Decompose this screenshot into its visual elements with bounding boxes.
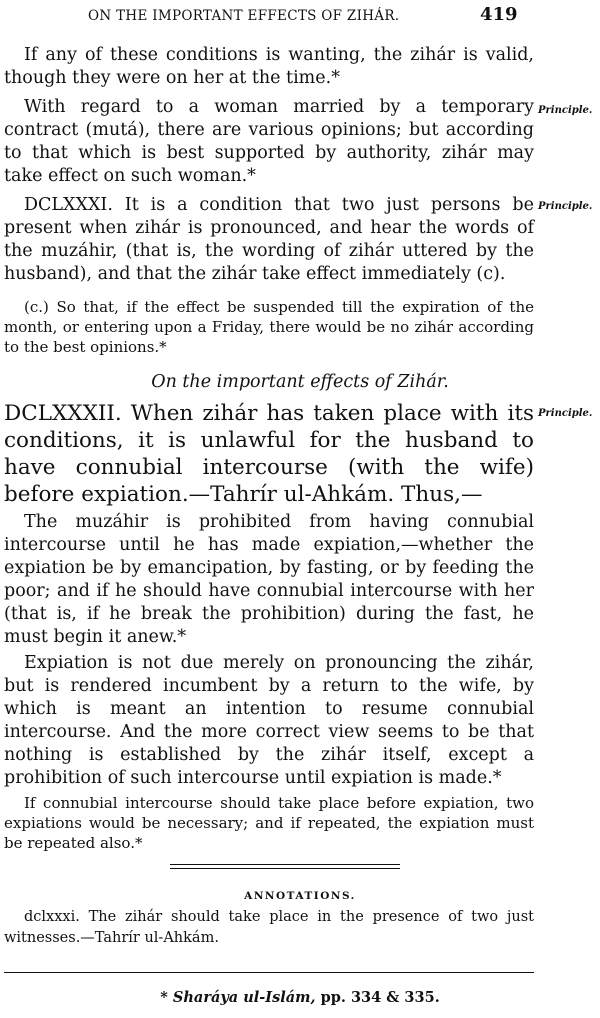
margin-note-principle-1: Principle. bbox=[538, 105, 593, 116]
footnote-pages: pp. 334 & 335. bbox=[320, 989, 440, 1006]
paragraph-before-expiation: If connubial intercourse should take place before expiation, two expiations would be necessary; and if repeated, the expiation must be repeated also.* bbox=[4, 794, 534, 852]
footnote-rule bbox=[4, 972, 534, 973]
paragraph-dclxxxii: DCLXXXII. When zihár has taken place with its conditions, it is unlawful for the husband to have connubial intercourse (with the wife) before expiation.—Tahrír ul-Ahkám. Thus,— bbox=[4, 401, 534, 507]
paragraph-conditions-wanting: If any of these conditions is wanting, the zihár is valid, though they were on her at the time.* bbox=[4, 45, 534, 88]
page-number: 419 bbox=[480, 4, 518, 25]
margin-note-principle-2: Principle. bbox=[538, 201, 593, 212]
footnote bbox=[0, 989, 600, 1006]
double-rule-bottom bbox=[170, 868, 400, 869]
footnote-source: Sharáya ul-Islám, bbox=[172, 989, 316, 1006]
paragraph-expiation-not-due: Expiation is not due merely on pronouncing the zihár, but is rendered incumbent by a return to the wife, by which is meant an intention to resume connubial intercourse. And the more correct view seems to be that nothing is established by the zihár itself, except a prohibition of such intercourse until expiation is made.* bbox=[4, 653, 534, 788]
paragraph-note-c: (c.) So that, if the effect be suspended till the expiration of the month, or entering upon a Friday, there would be no zihár according to the best opinions.* bbox=[4, 298, 534, 356]
margin-note-principle-3: Principle. bbox=[538, 408, 593, 419]
paragraph-temporary-contract: With regard to a woman married by a temporary contract (mutá), there are various opinions; but according to that which is best supported by authority, zihár may take effect on such woman.* bbox=[4, 97, 534, 186]
footnote-marker: * bbox=[160, 989, 168, 1006]
page-header bbox=[0, 4, 600, 26]
section-heading: On the important effects of Zihár. bbox=[151, 372, 449, 392]
paragraph-muzahir-prohibited: The muzáhir is prohibited from having connubial intercourse until he has made expiation,—whether the expiation be by emancipation, by fasting, or by feeding the poor; and if he should have connubial intercourse with her (that is, if he break the prohibition) during the fast, he must begin it anew.* bbox=[4, 512, 534, 647]
double-rule-top bbox=[170, 864, 400, 865]
running-title: ON THE IMPORTANT EFFECTS OF ZIHÁR. bbox=[88, 8, 400, 24]
annotations-text: dclxxxi. The zihár should take place in the presence of two just witnesses.—Tahrír ul-Ahkám. bbox=[4, 909, 534, 946]
annotations-title: ANNOTATIONS. bbox=[244, 890, 356, 902]
paragraph-dclxxxi: DCLXXXI. It is a condition that two just persons be present when zihár is pronounced, and hear the words of the muzáhir, (that is, the wording of zihár uttered by the husband), and that the zihár take effect immediately (c). bbox=[4, 195, 534, 284]
